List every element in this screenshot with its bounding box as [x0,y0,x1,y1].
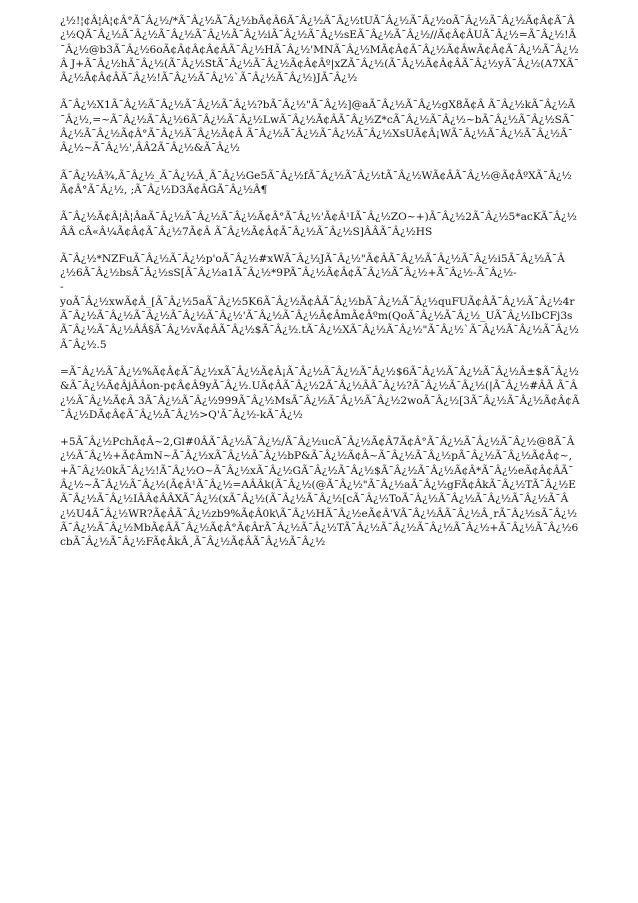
paragraph: Ã¯Â¿½Â¾,Ã¯Â¿½_Ã¯Â¿½Â¸Ã¯Â¿½Ge5Ã¯Â¿½fÃ¯Â¿½Ã¯Â¿½tÃ¯Â¿½WÃ¢ÂÃ¯Â¿½@Ã¢ÂºXÃ¯Â¿½Ã¢Â°Ã¯Â¿½, ;Ã¯Â¿½D3Ã¢ÂGÃ¯Â¿½Â¶ [60,169,572,196]
paragraph: ¿½!¦¢Â¦Â¦¢Â°Ã¯Â¿½/*Ã¯Â¿½Ã¯Â¿½bÃ¢Â6Ã¯Â¿½Ã¯Â¿½tUÃ¯Â¿½Ã¯Â¿½oÃ¯Â¿½Ã¯Â¿½Ã¢Â¢Ã¯Â¿½QÃ¯Â¿½Ã¯Â¿½Ã¯Â¿½Ã¯Â¿½Ã¯Â¿½iÃ¯Â¿½Ã¯Â¿½sEÃ¯Â¿½Ã¯Â¿½//Ã¢Â¢ÂUÃ¯Â¿½=Ã¯Â¿½!Ã¯Â¿½@b3Ã¯Â¿½6oÃ¢Â¢Â¢Â¢ÂÃ¯Â¿½HÃ¯Â¿½'MNÃ¯Â¿½MÃ¢Â¢Ã¯Â¿½Ã¢ÂwÃ¢Â¢Ã¯Â¿½Ã¯Â¿½Â J+Ã¯Â¿½hÃ¯Â¿½(Ã¯Â¿½StÃ¯Â¿½Ã¯Â¿½Ã¢Â¢Âº|xZÃ¯Â¿½(Ã¯Â¿½Ã¢Â¢ÂÃ¯Â¿½yÃ¯Â¿½(A7XÃ¯Â¿½Ã¢Â¢ÂÃ¯Â¿½!Ã¯Â¿½Ã¯Â¿½`Ã¯Â¿½Ã¯Â¿½)JÃ¯Â¿½ [60,15,580,85]
paragraph: Ã¯Â¿½X1Ã¯Â¿½Ã¯Â¿½Ã¯Â¿½Ã¯Â¿½?bÃ¯Â¿½"Ã¯Â¿½]@aÃ¯Â¿½Ã¯Â¿½gX8Ã¢Â Ã¯Â¿½kÃ¯Â¿½Ã¯Â¿½,=~Ã¯Â¿½Ã¯Â¿½6Ã¯Â¿½Ã¯Â¿½LwÃ¯Â¿½Ã¢ÂÃ¯Â¿½Z*cÃ¯Â¿½Ã¯Â¿½~bÃ¯Â¿½Ã¯Â¿½SÃ¯Â¿½Ã¯Â¿½Ã¢Â°Ã¯Â¿½Ã¯Â¿½Ã¢Â Ã¯Â¿½Ã¯Â¿½Ã¯Â¿½Ã¯Â¿½XsUÃ¢Â¡WÃ¯Â¿½Ã¯Â¿½Ã¯Â¿½Ã¯Â¿½~Ã¯Â¿½',ÂÂ2Ã¯Â¿½&Ã¯Â¿½ [60,99,576,155]
paragraph: +5Ã¯Â¿½PchÃ¢Â~2,Gl#0ÂÃ¯Â¿½Ã¯Â¿½/Ã¯Â¿½ucÃ¯Â¿½Ã¢Â7Ã¢Â°Ã¯Â¿½Ã¯Â¿½Ã¯Â¿½@8Ã¯Â¿½Ã¯Â¿½+Ã¢ÂmN~Ã¯Â¿½xÃ¯Â¿½Ã¯Â¿½bP&Ã¯Â¿½Ã¢Â~Ã¯Â¿½Ã¯Â¿½pÃ¯Â¿½Ã¯Â¿½Ã¢Â¢~,+Ã¯Â¿½0kÃ¯Â¿½!Ã¯Â¿½O~Ã¯Â¿½xÃ¯Â¿½GÃ¯Â¿½Ã¯Â¿½$Ã¯Â¿½Ã¯Â¿½Ã¢Â*Ã¯Â¿½eÃ¢Â¢ÂÃ¯Â¿½~Ã¯Â¿½Ã¯Â¿½(Ã¢Â¹Ã¯Â¿½=AÂÂk(Ã¯Â¿½(@Ã¯Â¿½"Ã¯Â¿½aÃ¯Â¿½gFÃ¢ÂkÃ¯Â¿½TÃ¯Â¿½EÃ¯Â¿½Ã¯Â¿½IÂÂ¢ÂÂXÃ¯Â¿½(xÃ¯Â¿½(Ã¯Â¿½Ã¯Â¿½[cÃ¯Â¿½ToÃ¯Â¿½Ã¯Â¿½Ã¯Â¿½Ã¯Â¿½Ã¯Â¿½U4Ã¯Â¿½WR?Ã¢ÂÃ¯Â¿½zb9%Ã¢Â0k\Ã¯Â¿½HÃ¯Â¿½eÃ¢Â'VÃ¯Â¿½ÂÃ¯Â¿½Â¸rÃ¯Â¿½sÃ¯Â¿½Ã¯Â¿½Ã¯Â¿½MbÃ¢ÂÃ¯Â¿½Ã¢Â°Ã¢ÂrÃ¯Â¿½Ã¯Â¿½TÃ¯Â¿½Ã¯Â¿½Ã¯Â¿½Ã¯Â¿½+Ã¯Â¿½Ã¯Â¿½6cbÃ¯Â¿½Ã¯Â¿½FÃ¢ÂkÂ¸Ã¯Â¿½Ã¢ÂÃ¯Â¿½Ã¯Â¿½ [60,436,579,549]
paragraph: =Ã¯Â¿½Ã¯Â¿½%Ã¢Â¢Ã¯Â¿½xÃ¯Â¿½Ã¢Â¡Ã¯Â¿½Ã¯Â¿½Ã¯Â¿½$6Ã¯Â¿½Ã¯Â¿½Ã¯Â¿½Â±$Ã¯Â¿½&Ã¯Â¿½Ã¢ÂjÂÂon-p¢Â¢Â9yÃ¯Â¿½.UÃ¢ÂÃ¯Â¿½2Ã¯Â¿½ÂÃ¯Â¿½?Ã¯Â¿½Ã¯Â¿½(|Ã¯Â¿½#ÂÃ Ã¯Â¿½Ã¯Â¿½Ã¢Â 3Ã¯Â¿½Ã¯Â¿½999Ã¯Â¿½MsÃ¯Â¿½Ã¯Â¿½Ã¯Â¿½2woÃ¯Â¿½[3Ã¯Â¿½Ã¯Â¿½Ã¢Â¢Ã¯Â¿½DÃ¢Â¢Ã¯Â¿½Ã¯Â¿½>Q'Ã¯Â¿½-kÃ¯Â¿½ [60,365,580,421]
document-body [60,14,580,563]
paragraph: Ã¯Â¿½Ã¢Â¦Â¦ÂaÃ¯Â¿½Ã¯Â¿½Ã¯Â¿½Ã¢Â°Ã¯Â¿½'Ã¢Â¹IÃ¯Â¿½ZO~+)Ã¯Â¿½2Ã¯Â¿½5*acKÃ¯Â¿½ÂÂ cÂ«Â¼Ã¢Â¢Ã¯Â¿½7Ã¢Â Ã¯Â¿½Ã¢Â¢Ã¯Â¿½Ã¯Â¿½S]ÂÂÃ¯Â¿½HS [60,211,577,238]
paragraph: Ã¯Â¿½*NZFuÃ¯Â¿½Ã¯Â¿½p'oÃ¯Â¿½#xWÃ¯Â¿½JÃ¯Â¿½"Ã¢ÂÃ¯Â¿½Ã¯Â¿½Ã¯Â¿½i5Ã¯Â¿½Ã¯Â¿½6Ã¯Â¿½bsÃ¯Â¿½sS[Ã¯Â¿½a1Ã¯Â¿½*9PÃ¯Â¿½Ã¢Â¢Ã¯Â¿½Ã¯Â¿½+Ã¯Â¿½-Ã¯Â¿½- - yoÃ¯Â¿½xwÃ¢Â_[Ã¯Â¿½5aÃ¯Â¿½5K6Ã¯Â¿½Ã¢ÂÃ¯Â¿½bÃ¯Â¿½Ã¯Â¿½quFUÃ¢ÂÃ¯Â¿½Ã¯Â¿½4rÃ¯Â¿½Ã¯Â¿½Ã¯Â¿½Ã¯Â¿½Ã¯Â¿½'Ã¯Â¿½Ã¯Â¿½Ã¢ÂmÃ¢Âºm(QoÃ¯Â¿½Ã¯Â¿½_UÃ¯Â¿½IbCFj3sÃ¯Â¿½Ã¯Â¿½ÂÂ§Ã¯Â¿½vÃ¢ÂÃ¯Â¿½$Ã¯Â¿½.tÃ¯Â¿½XÃ¯Â¿½Ã¯Â¿½"Ã¯Â¿½`Ã¯Â¿½Ã¯Â¿½Ã¯Â¿½Ã¯Â¿½.5 [60,252,579,351]
